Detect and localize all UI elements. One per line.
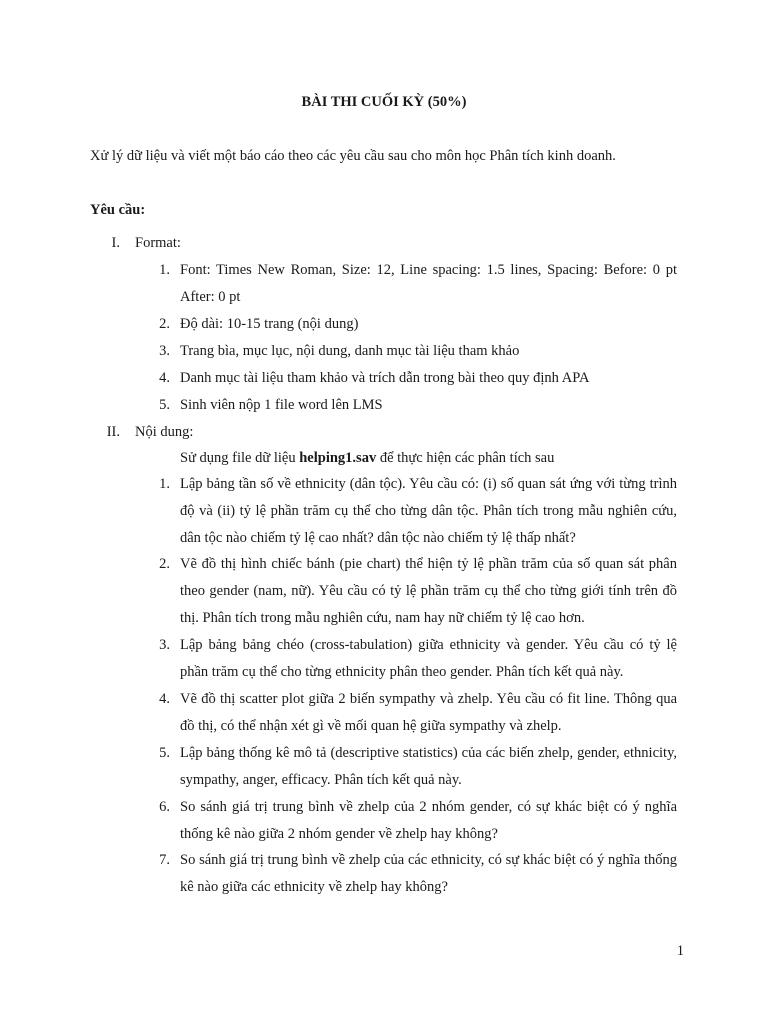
list-item-text: Vẽ đồ thị hình chiếc bánh (pie chart) thể hiện tỷ lệ phần trăm của số quan sát phân theo gender (nam, nữ). Yêu cầu có tỷ lệ phần trăm cụ thể cho từng giới tính trên đồ thị. Phân tích trong mẫu nghiên cứu, nam hay nữ chiếm tỷ lệ cao hơn. xyxy=(180,556,677,626)
list-item-text: Lập bảng tần số về ethnicity (dân tộc). Yêu cầu có: (i) số quan sát ứng với từng trình độ và (ii) tỷ lệ phần trăm cụ thể cho từng dân tộc. Phân tích trong mẫu nghiên cứu, dân tộc nào chiếm tỷ lệ cao nhất? dân tộc nào chiếm tỷ lệ thấp nhất? xyxy=(180,476,677,546)
list-item-text: So sánh giá trị trung bình về zhelp của các ethnicity, có sự khác biệt có ý nghĩa thống kê nào giữa các ethnicity về zhelp hay không? xyxy=(180,852,677,895)
section-lead xyxy=(180,450,554,467)
data-file-name: helping1.sav xyxy=(299,450,377,466)
list-item-text: Danh mục tài liệu tham khảo và trích dẫn trong bài theo quy định APA xyxy=(180,370,590,386)
list-item-number: 4. xyxy=(159,691,170,707)
list-item-number: 3. xyxy=(159,343,170,359)
list-item-number: 4. xyxy=(159,370,170,386)
requirements-heading: Yêu cầu: xyxy=(90,202,146,218)
section-title: Format: xyxy=(135,235,181,251)
section-numeral: I. xyxy=(111,235,120,251)
list-item-text: Trang bìa, mục lục, nội dung, danh mục tài liệu tham khảo xyxy=(180,343,520,359)
list-item-number: 3. xyxy=(159,637,170,653)
lead-suffix: để thực hiện các phân tích sau xyxy=(376,450,555,466)
list-item-number: 1. xyxy=(159,262,170,278)
list-item-text: Lập bảng bảng chéo (cross-tabulation) giữa ethnicity và gender. Yêu cầu có tỷ lệ phần trăm cụ thể cho từng ethnicity phân theo gender. Phân tích kết quả này. xyxy=(180,637,677,680)
list-item-text: Sinh viên nộp 1 file word lên LMS xyxy=(180,397,383,413)
intro-paragraph: Xử lý dữ liệu và viết một báo cáo theo các yêu cầu sau cho môn học Phân tích kinh doanh. xyxy=(90,148,616,164)
list-item-text: Lập bảng thống kê mô tả (descriptive statistics) của các biến zhelp, gender, ethnicity, sympathy, anger, efficacy. Phân tích kết quả này. xyxy=(180,745,677,788)
document-title: BÀI THI CUỐI KỲ (50%) xyxy=(301,94,467,110)
list-item-number: 7. xyxy=(159,852,170,868)
list-item-number: 5. xyxy=(159,397,170,413)
list-item-number: 1. xyxy=(159,476,170,492)
section-title: Nội dung: xyxy=(135,424,194,440)
list-item-number: 2. xyxy=(159,316,170,332)
list-item-text: Vẽ đồ thị scatter plot giữa 2 biến sympathy và zhelp. Yêu cầu có fit line. Thông qua đồ thị, có thể nhận xét gì về mối quan hệ giữa sympathy và zhelp. xyxy=(180,691,677,734)
lead-prefix: Sử dụng file dữ liệu xyxy=(180,450,300,466)
list-item-number: 2. xyxy=(159,556,170,572)
list-item-text: Độ dài: 10-15 trang (nội dung) xyxy=(180,316,359,332)
list-item-text: Font: Times New Roman, Size: 12, Line spacing: 1.5 lines, Spacing: Before: 0 pt After: 0 pt xyxy=(180,262,677,305)
page-number: 1 xyxy=(676,943,684,959)
list-item-number: 5. xyxy=(159,745,170,761)
list-item-text: So sánh giá trị trung bình về zhelp của 2 nhóm gender, có sự khác biệt có ý nghĩa thống kê nào giữa 2 nhóm gender về zhelp hay không? xyxy=(180,799,677,842)
list-item-number: 6. xyxy=(159,799,170,815)
section-numeral: II. xyxy=(106,424,120,440)
